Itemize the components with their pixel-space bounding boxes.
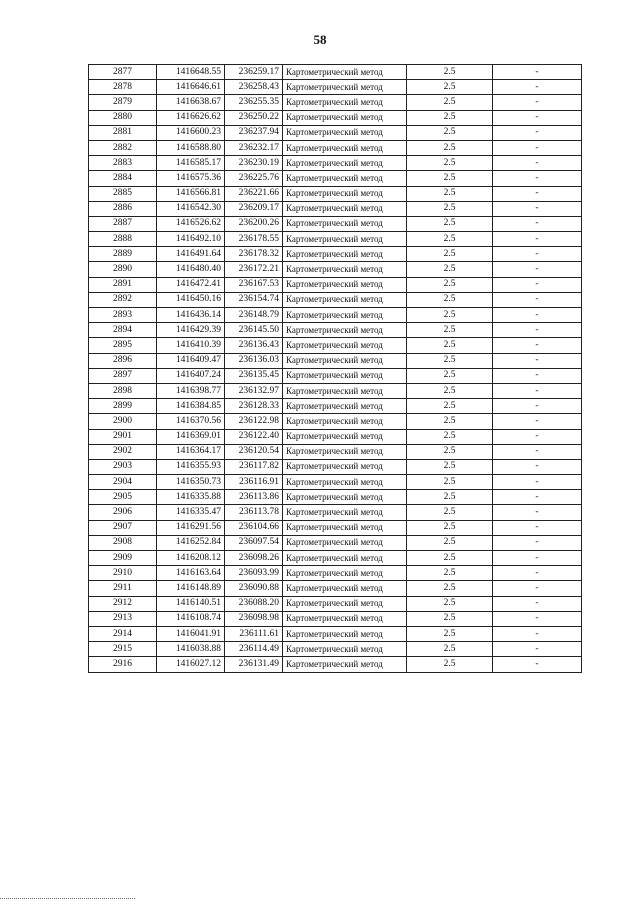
empty-value-cell: - bbox=[493, 186, 582, 201]
accuracy-cell: 2.5 bbox=[407, 140, 493, 155]
empty-value-cell: - bbox=[493, 414, 582, 429]
empty-value-cell: - bbox=[493, 95, 582, 110]
empty-value-cell: - bbox=[493, 596, 582, 611]
table-row bbox=[89, 262, 582, 277]
y-coordinate-cell: 236098.26 bbox=[225, 551, 283, 566]
point-number-cell: 2913 bbox=[89, 611, 157, 626]
table-row bbox=[89, 338, 582, 353]
empty-value-cell: - bbox=[493, 642, 582, 657]
table-row bbox=[89, 490, 582, 505]
accuracy-cell: 2.5 bbox=[407, 551, 493, 566]
table-row bbox=[89, 551, 582, 566]
x-coordinate-cell: 1416450.16 bbox=[157, 292, 225, 307]
point-number-cell: 2877 bbox=[89, 65, 157, 80]
y-coordinate-cell: 236230.19 bbox=[225, 156, 283, 171]
point-number-cell: 2908 bbox=[89, 535, 157, 550]
accuracy-cell: 2.5 bbox=[407, 171, 493, 186]
empty-value-cell: - bbox=[493, 338, 582, 353]
y-coordinate-cell: 236120.54 bbox=[225, 444, 283, 459]
point-number-cell: 2911 bbox=[89, 581, 157, 596]
method-cell: Картометрический метод bbox=[283, 535, 407, 550]
x-coordinate-cell: 1416364.17 bbox=[157, 444, 225, 459]
empty-value-cell: - bbox=[493, 171, 582, 186]
table-row bbox=[89, 596, 582, 611]
accuracy-cell: 2.5 bbox=[407, 216, 493, 231]
empty-value-cell: - bbox=[493, 399, 582, 414]
x-coordinate-cell: 1416526.62 bbox=[157, 216, 225, 231]
table-row bbox=[89, 399, 582, 414]
empty-value-cell: - bbox=[493, 551, 582, 566]
y-coordinate-cell: 236116.91 bbox=[225, 475, 283, 490]
accuracy-cell: 2.5 bbox=[407, 65, 493, 80]
empty-value-cell: - bbox=[493, 323, 582, 338]
method-cell: Картометрический метод bbox=[283, 368, 407, 383]
accuracy-cell: 2.5 bbox=[407, 399, 493, 414]
point-number-cell: 2900 bbox=[89, 414, 157, 429]
table-row bbox=[89, 353, 582, 368]
empty-value-cell: - bbox=[493, 140, 582, 155]
accuracy-cell: 2.5 bbox=[407, 566, 493, 581]
point-number-cell: 2901 bbox=[89, 429, 157, 444]
accuracy-cell: 2.5 bbox=[407, 277, 493, 292]
method-cell: Картометрический метод bbox=[283, 626, 407, 641]
coordinates-table bbox=[88, 64, 582, 673]
empty-value-cell: - bbox=[493, 505, 582, 520]
empty-value-cell: - bbox=[493, 201, 582, 216]
table-row bbox=[89, 626, 582, 641]
empty-value-cell: - bbox=[493, 444, 582, 459]
accuracy-cell: 2.5 bbox=[407, 292, 493, 307]
empty-value-cell: - bbox=[493, 626, 582, 641]
y-coordinate-cell: 236097.54 bbox=[225, 535, 283, 550]
empty-value-cell: - bbox=[493, 262, 582, 277]
x-coordinate-cell: 1416409.47 bbox=[157, 353, 225, 368]
table-row bbox=[89, 247, 582, 262]
point-number-cell: 2880 bbox=[89, 110, 157, 125]
page-number: 58 bbox=[313, 32, 327, 47]
accuracy-cell: 2.5 bbox=[407, 490, 493, 505]
empty-value-cell: - bbox=[493, 383, 582, 398]
accuracy-cell: 2.5 bbox=[407, 429, 493, 444]
empty-value-cell: - bbox=[493, 110, 582, 125]
table-row bbox=[89, 383, 582, 398]
x-coordinate-cell: 1416163.64 bbox=[157, 566, 225, 581]
empty-value-cell: - bbox=[493, 581, 582, 596]
x-coordinate-cell: 1416350.73 bbox=[157, 475, 225, 490]
accuracy-cell: 2.5 bbox=[407, 247, 493, 262]
table-row bbox=[89, 277, 582, 292]
y-coordinate-cell: 236178.55 bbox=[225, 232, 283, 247]
table-row bbox=[89, 156, 582, 171]
point-number-cell: 2889 bbox=[89, 247, 157, 262]
y-coordinate-cell: 236122.98 bbox=[225, 414, 283, 429]
empty-value-cell: - bbox=[493, 216, 582, 231]
table-row bbox=[89, 323, 582, 338]
table-row bbox=[89, 65, 582, 80]
table-row bbox=[89, 80, 582, 95]
table-row bbox=[89, 201, 582, 216]
accuracy-cell: 2.5 bbox=[407, 505, 493, 520]
empty-value-cell: - bbox=[493, 520, 582, 535]
method-cell: Картометрический метод bbox=[283, 338, 407, 353]
x-coordinate-cell: 1416600.23 bbox=[157, 125, 225, 140]
x-coordinate-cell: 1416542.30 bbox=[157, 201, 225, 216]
y-coordinate-cell: 236128.33 bbox=[225, 399, 283, 414]
table-row bbox=[89, 232, 582, 247]
y-coordinate-cell: 236104.66 bbox=[225, 520, 283, 535]
point-number-cell: 2890 bbox=[89, 262, 157, 277]
table-row bbox=[89, 216, 582, 231]
y-coordinate-cell: 236200.26 bbox=[225, 216, 283, 231]
method-cell: Картометрический метод bbox=[283, 80, 407, 95]
point-number-cell: 2892 bbox=[89, 292, 157, 307]
empty-value-cell: - bbox=[493, 611, 582, 626]
x-coordinate-cell: 1416588.80 bbox=[157, 140, 225, 155]
x-coordinate-cell: 1416480.40 bbox=[157, 262, 225, 277]
method-cell: Картометрический метод bbox=[283, 292, 407, 307]
x-coordinate-cell: 1416335.88 bbox=[157, 490, 225, 505]
point-number-cell: 2907 bbox=[89, 520, 157, 535]
x-coordinate-cell: 1416369.01 bbox=[157, 429, 225, 444]
table-row bbox=[89, 95, 582, 110]
y-coordinate-cell: 236136.03 bbox=[225, 353, 283, 368]
x-coordinate-cell: 1416429.39 bbox=[157, 323, 225, 338]
point-number-cell: 2882 bbox=[89, 140, 157, 155]
method-cell: Картометрический метод bbox=[283, 383, 407, 398]
accuracy-cell: 2.5 bbox=[407, 308, 493, 323]
point-number-cell: 2894 bbox=[89, 323, 157, 338]
table-row bbox=[89, 125, 582, 140]
empty-value-cell: - bbox=[493, 490, 582, 505]
table-row bbox=[89, 642, 582, 657]
method-cell: Картометрический метод bbox=[283, 247, 407, 262]
empty-value-cell: - bbox=[493, 308, 582, 323]
point-number-cell: 2905 bbox=[89, 490, 157, 505]
x-coordinate-cell: 1416108.74 bbox=[157, 611, 225, 626]
accuracy-cell: 2.5 bbox=[407, 262, 493, 277]
accuracy-cell: 2.5 bbox=[407, 338, 493, 353]
y-coordinate-cell: 236154.74 bbox=[225, 292, 283, 307]
point-number-cell: 2884 bbox=[89, 171, 157, 186]
point-number-cell: 2878 bbox=[89, 80, 157, 95]
y-coordinate-cell: 236148.79 bbox=[225, 308, 283, 323]
x-coordinate-cell: 1416472.41 bbox=[157, 277, 225, 292]
point-number-cell: 2902 bbox=[89, 444, 157, 459]
point-number-cell: 2885 bbox=[89, 186, 157, 201]
method-cell: Картометрический метод bbox=[283, 125, 407, 140]
method-cell: Картометрический метод bbox=[283, 353, 407, 368]
accuracy-cell: 2.5 bbox=[407, 657, 493, 672]
method-cell: Картометрический метод bbox=[283, 566, 407, 581]
y-coordinate-cell: 236114.49 bbox=[225, 642, 283, 657]
x-coordinate-cell: 1416492.10 bbox=[157, 232, 225, 247]
y-coordinate-cell: 236232.17 bbox=[225, 140, 283, 155]
point-number-cell: 2899 bbox=[89, 399, 157, 414]
accuracy-cell: 2.5 bbox=[407, 323, 493, 338]
x-coordinate-cell: 1416148.89 bbox=[157, 581, 225, 596]
accuracy-cell: 2.5 bbox=[407, 459, 493, 474]
empty-value-cell: - bbox=[493, 429, 582, 444]
method-cell: Картометрический метод bbox=[283, 505, 407, 520]
empty-value-cell: - bbox=[493, 125, 582, 140]
point-number-cell: 2914 bbox=[89, 626, 157, 641]
accuracy-cell: 2.5 bbox=[407, 125, 493, 140]
point-number-cell: 2896 bbox=[89, 353, 157, 368]
point-number-cell: 2886 bbox=[89, 201, 157, 216]
point-number-cell: 2893 bbox=[89, 308, 157, 323]
y-coordinate-cell: 236145.50 bbox=[225, 323, 283, 338]
y-coordinate-cell: 236259.17 bbox=[225, 65, 283, 80]
x-coordinate-cell: 1416384.85 bbox=[157, 399, 225, 414]
table-row bbox=[89, 566, 582, 581]
empty-value-cell: - bbox=[493, 277, 582, 292]
y-coordinate-cell: 236132.97 bbox=[225, 383, 283, 398]
empty-value-cell: - bbox=[493, 657, 582, 672]
y-coordinate-cell: 236135.45 bbox=[225, 368, 283, 383]
method-cell: Картометрический метод bbox=[283, 490, 407, 505]
x-coordinate-cell: 1416585.17 bbox=[157, 156, 225, 171]
point-number-cell: 2879 bbox=[89, 95, 157, 110]
y-coordinate-cell: 236098.98 bbox=[225, 611, 283, 626]
point-number-cell: 2898 bbox=[89, 383, 157, 398]
method-cell: Картометрический метод bbox=[283, 642, 407, 657]
accuracy-cell: 2.5 bbox=[407, 232, 493, 247]
accuracy-cell: 2.5 bbox=[407, 535, 493, 550]
y-coordinate-cell: 236113.86 bbox=[225, 490, 283, 505]
method-cell: Картометрический метод bbox=[283, 95, 407, 110]
table-row bbox=[89, 429, 582, 444]
table-row bbox=[89, 505, 582, 520]
point-number-cell: 2897 bbox=[89, 368, 157, 383]
empty-value-cell: - bbox=[493, 292, 582, 307]
method-cell: Картометрический метод bbox=[283, 216, 407, 231]
x-coordinate-cell: 1416648.55 bbox=[157, 65, 225, 80]
accuracy-cell: 2.5 bbox=[407, 642, 493, 657]
accuracy-cell: 2.5 bbox=[407, 383, 493, 398]
y-coordinate-cell: 236088.20 bbox=[225, 596, 283, 611]
point-number-cell: 2891 bbox=[89, 277, 157, 292]
table-row bbox=[89, 520, 582, 535]
accuracy-cell: 2.5 bbox=[407, 444, 493, 459]
method-cell: Картометрический метод bbox=[283, 657, 407, 672]
accuracy-cell: 2.5 bbox=[407, 80, 493, 95]
empty-value-cell: - bbox=[493, 80, 582, 95]
empty-value-cell: - bbox=[493, 156, 582, 171]
y-coordinate-cell: 236093.99 bbox=[225, 566, 283, 581]
method-cell: Картометрический метод bbox=[283, 551, 407, 566]
empty-value-cell: - bbox=[493, 475, 582, 490]
y-coordinate-cell: 236209.17 bbox=[225, 201, 283, 216]
method-cell: Картометрический метод bbox=[283, 65, 407, 80]
empty-value-cell: - bbox=[493, 353, 582, 368]
x-coordinate-cell: 1416410.39 bbox=[157, 338, 225, 353]
accuracy-cell: 2.5 bbox=[407, 626, 493, 641]
method-cell: Картометрический метод bbox=[283, 475, 407, 490]
y-coordinate-cell: 236117.82 bbox=[225, 459, 283, 474]
x-coordinate-cell: 1416566.81 bbox=[157, 186, 225, 201]
y-coordinate-cell: 236131.49 bbox=[225, 657, 283, 672]
accuracy-cell: 2.5 bbox=[407, 95, 493, 110]
method-cell: Картометрический метод bbox=[283, 520, 407, 535]
method-cell: Картометрический метод bbox=[283, 429, 407, 444]
accuracy-cell: 2.5 bbox=[407, 368, 493, 383]
accuracy-cell: 2.5 bbox=[407, 110, 493, 125]
table-row bbox=[89, 581, 582, 596]
x-coordinate-cell: 1416491.64 bbox=[157, 247, 225, 262]
bottom-dotted-line bbox=[0, 898, 135, 899]
x-coordinate-cell: 1416436.14 bbox=[157, 308, 225, 323]
y-coordinate-cell: 236221.66 bbox=[225, 186, 283, 201]
x-coordinate-cell: 1416027.12 bbox=[157, 657, 225, 672]
empty-value-cell: - bbox=[493, 459, 582, 474]
table-row bbox=[89, 292, 582, 307]
method-cell: Картометрический метод bbox=[283, 140, 407, 155]
table-row bbox=[89, 368, 582, 383]
table-row bbox=[89, 535, 582, 550]
table-row bbox=[89, 475, 582, 490]
accuracy-cell: 2.5 bbox=[407, 475, 493, 490]
y-coordinate-cell: 236178.32 bbox=[225, 247, 283, 262]
x-coordinate-cell: 1416646.61 bbox=[157, 80, 225, 95]
accuracy-cell: 2.5 bbox=[407, 201, 493, 216]
x-coordinate-cell: 1416355.93 bbox=[157, 459, 225, 474]
empty-value-cell: - bbox=[493, 232, 582, 247]
method-cell: Картометрический метод bbox=[283, 156, 407, 171]
accuracy-cell: 2.5 bbox=[407, 611, 493, 626]
x-coordinate-cell: 1416370.56 bbox=[157, 414, 225, 429]
method-cell: Картометрический метод bbox=[283, 399, 407, 414]
point-number-cell: 2912 bbox=[89, 596, 157, 611]
method-cell: Картометрический метод bbox=[283, 581, 407, 596]
point-number-cell: 2909 bbox=[89, 551, 157, 566]
point-number-cell: 2906 bbox=[89, 505, 157, 520]
y-coordinate-cell: 236258.43 bbox=[225, 80, 283, 95]
method-cell: Картометрический метод bbox=[283, 459, 407, 474]
y-coordinate-cell: 236237.94 bbox=[225, 125, 283, 140]
accuracy-cell: 2.5 bbox=[407, 186, 493, 201]
method-cell: Картометрический метод bbox=[283, 308, 407, 323]
method-cell: Картометрический метод bbox=[283, 323, 407, 338]
method-cell: Картометрический метод bbox=[283, 277, 407, 292]
y-coordinate-cell: 236225.76 bbox=[225, 171, 283, 186]
method-cell: Картометрический метод bbox=[283, 611, 407, 626]
x-coordinate-cell: 1416335.47 bbox=[157, 505, 225, 520]
point-number-cell: 2903 bbox=[89, 459, 157, 474]
accuracy-cell: 2.5 bbox=[407, 414, 493, 429]
point-number-cell: 2915 bbox=[89, 642, 157, 657]
x-coordinate-cell: 1416252.84 bbox=[157, 535, 225, 550]
y-coordinate-cell: 236122.40 bbox=[225, 429, 283, 444]
x-coordinate-cell: 1416038.88 bbox=[157, 642, 225, 657]
empty-value-cell: - bbox=[493, 535, 582, 550]
empty-value-cell: - bbox=[493, 65, 582, 80]
table-row bbox=[89, 459, 582, 474]
point-number-cell: 2883 bbox=[89, 156, 157, 171]
empty-value-cell: - bbox=[493, 566, 582, 581]
table-row bbox=[89, 140, 582, 155]
method-cell: Картометрический метод bbox=[283, 201, 407, 216]
table-row bbox=[89, 186, 582, 201]
method-cell: Картометрический метод bbox=[283, 262, 407, 277]
x-coordinate-cell: 1416291.56 bbox=[157, 520, 225, 535]
x-coordinate-cell: 1416575.36 bbox=[157, 171, 225, 186]
empty-value-cell: - bbox=[493, 247, 582, 262]
table-row bbox=[89, 308, 582, 323]
accuracy-cell: 2.5 bbox=[407, 596, 493, 611]
method-cell: Картометрический метод bbox=[283, 110, 407, 125]
method-cell: Картометрический метод bbox=[283, 186, 407, 201]
point-number-cell: 2904 bbox=[89, 475, 157, 490]
accuracy-cell: 2.5 bbox=[407, 520, 493, 535]
x-coordinate-cell: 1416041.91 bbox=[157, 626, 225, 641]
method-cell: Картометрический метод bbox=[283, 596, 407, 611]
table-row bbox=[89, 414, 582, 429]
accuracy-cell: 2.5 bbox=[407, 353, 493, 368]
x-coordinate-cell: 1416140.51 bbox=[157, 596, 225, 611]
point-number-cell: 2895 bbox=[89, 338, 157, 353]
method-cell: Картометрический метод bbox=[283, 171, 407, 186]
y-coordinate-cell: 236172.21 bbox=[225, 262, 283, 277]
point-number-cell: 2887 bbox=[89, 216, 157, 231]
empty-value-cell: - bbox=[493, 368, 582, 383]
method-cell: Картометрический метод bbox=[283, 232, 407, 247]
point-number-cell: 2881 bbox=[89, 125, 157, 140]
x-coordinate-cell: 1416407.24 bbox=[157, 368, 225, 383]
table-row bbox=[89, 657, 582, 672]
accuracy-cell: 2.5 bbox=[407, 156, 493, 171]
table-row bbox=[89, 171, 582, 186]
method-cell: Картометрический метод bbox=[283, 414, 407, 429]
x-coordinate-cell: 1416638.67 bbox=[157, 95, 225, 110]
accuracy-cell: 2.5 bbox=[407, 581, 493, 596]
method-cell: Картометрический метод bbox=[283, 444, 407, 459]
point-number-cell: 2916 bbox=[89, 657, 157, 672]
x-coordinate-cell: 1416208.12 bbox=[157, 551, 225, 566]
y-coordinate-cell: 236090.88 bbox=[225, 581, 283, 596]
table-row bbox=[89, 444, 582, 459]
point-number-cell: 2910 bbox=[89, 566, 157, 581]
y-coordinate-cell: 236111.61 bbox=[225, 626, 283, 641]
y-coordinate-cell: 236136.43 bbox=[225, 338, 283, 353]
table-row bbox=[89, 110, 582, 125]
y-coordinate-cell: 236167.53 bbox=[225, 277, 283, 292]
y-coordinate-cell: 236255.35 bbox=[225, 95, 283, 110]
x-coordinate-cell: 1416626.62 bbox=[157, 110, 225, 125]
y-coordinate-cell: 236113.78 bbox=[225, 505, 283, 520]
table-row bbox=[89, 611, 582, 626]
x-coordinate-cell: 1416398.77 bbox=[157, 383, 225, 398]
point-number-cell: 2888 bbox=[89, 232, 157, 247]
coordinates-table-body bbox=[89, 65, 582, 673]
y-coordinate-cell: 236250.22 bbox=[225, 110, 283, 125]
